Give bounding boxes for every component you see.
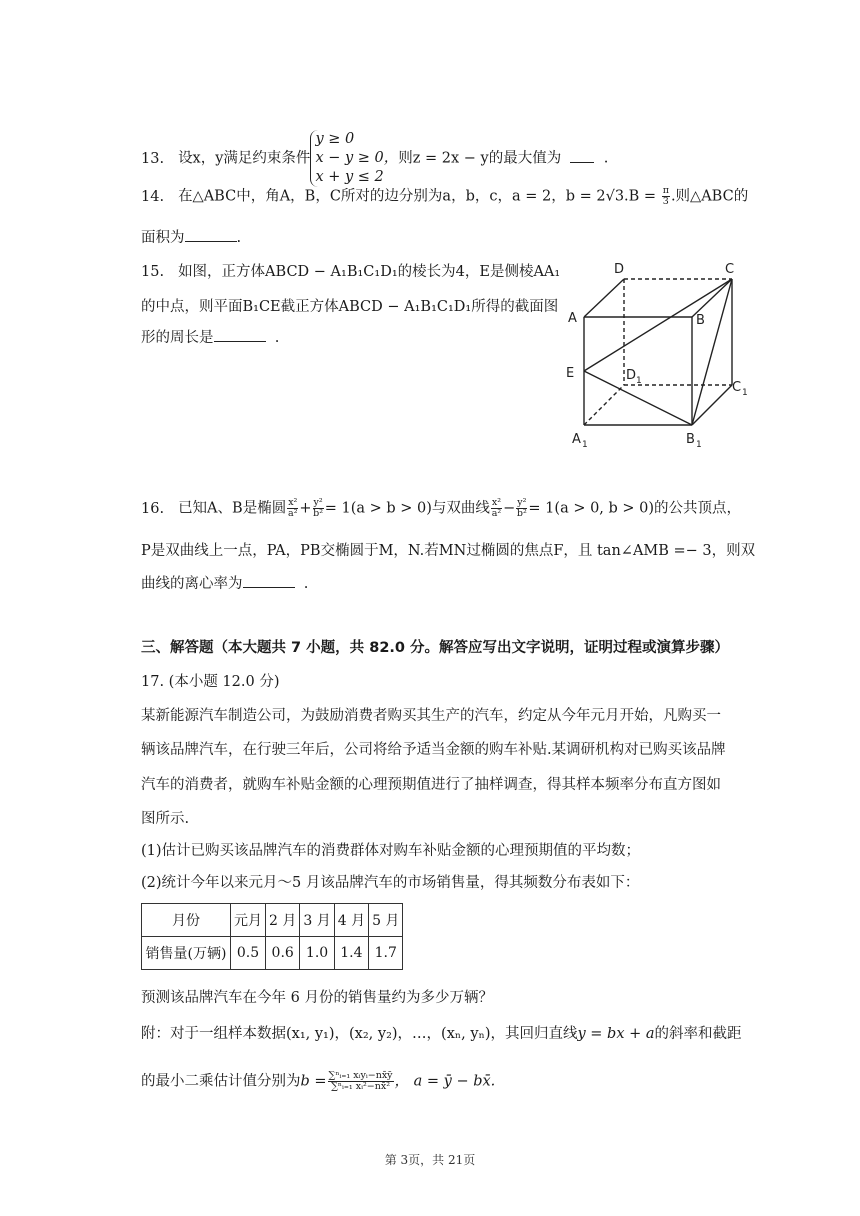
q17-appendix1: 附：对于一组样本数据(x₁, y₁)，(x₂, y₂)，…，(xₙ, yₙ)，其回归直线y = bx + a的斜率和截距 xyxy=(141,1026,742,1042)
q17-header: 17. (本小题 12.0 分) xyxy=(141,674,280,690)
q17-para2: 辆该品牌汽车，在行驶三年后，公司将给予适当金额的购车补贴.某调研机构对已购买该品牌 xyxy=(141,742,726,758)
q16-line2: P是双曲线上一点，PA，PB交椭圆于M，N.若MN过椭圆的焦点F，且 tan∠AMB =− 3，则双 xyxy=(141,543,756,559)
pi-over-3: $\frac{\pi}{3}$ xyxy=(662,185,669,207)
q16-line3: 曲线的离心率为 . xyxy=(141,573,308,594)
q15-line3: 形的周长是 . xyxy=(141,327,279,348)
label-C1: C xyxy=(732,380,742,395)
section-title: 三、解答题（本大题共 7 小题，共 82.0 分。解答应写出文字说明，证明过程或演算步骤） xyxy=(141,640,730,656)
page-footer: 第 3页，共 21页 xyxy=(384,1153,476,1167)
table-cell: 元月 xyxy=(231,904,266,937)
q17-para3: 汽车的消费者，就购车补贴金额的心理预期值进行了抽样调查，得其样本频率分布直方图如 xyxy=(141,777,721,793)
q14-line2: 面积为 . xyxy=(141,227,241,248)
label-A1: A xyxy=(572,432,581,447)
q15-line2: 的中点，则平面B₁CE截正方体ABCD − A₁B₁C₁D₁所得的截面图 xyxy=(141,299,559,315)
q17-predict: 预测该品牌汽车在今年 6 月份的销售量约为多少万辆？ xyxy=(141,990,493,1006)
frac-x2-a2: $\frac{\text{x²}}{\text{a²}}$ xyxy=(288,497,298,519)
q14-number: 14. xyxy=(141,188,165,205)
answer-blank xyxy=(214,327,266,342)
label-B1: B xyxy=(686,432,695,447)
answer-blank xyxy=(243,573,295,588)
table-row xyxy=(142,937,403,970)
table-cell: 0.5 xyxy=(231,937,266,970)
frac-y2-b2-hyp: $\frac{\text{y²}}{\text{b²}}$ xyxy=(516,497,527,519)
label-D: D xyxy=(614,262,625,277)
table-header-month: 月份 xyxy=(142,904,231,937)
answer-blank xyxy=(570,148,594,163)
q16: 16. 已知A、B是椭圆 $\frac{\text{x²}}{\text{a²}}$ + $\frac{\text{y²}}{\text{b²}}$ = 1(a > b > 0)与双曲线 $\frac{\text{x²}}{\text{a²}}$ − $\frac{\text{y²}}{\text{b²}}$ = 1(a > 0, b > 0)的公共顶点， xyxy=(141,497,742,519)
q16-number: 16. xyxy=(141,500,165,517)
table-cell: 3 月 xyxy=(300,904,334,937)
cube-figure xyxy=(560,255,760,455)
b-formula: $\frac{\text{∑ⁿᵢ₌₁ xᵢyᵢ−nx̄ȳ}}{\text{∑ⁿᵢ₌₁ xᵢ²−nx̄²}}$ xyxy=(328,1070,393,1092)
table-cell: 0.6 xyxy=(266,937,300,970)
table-cell: 2 月 xyxy=(266,904,300,937)
table-cell: 1.4 xyxy=(334,937,368,970)
table-header-sales: 销售量(万辆) xyxy=(142,937,231,970)
svg-text:1: 1 xyxy=(636,376,642,386)
q17-appendix2: 的最小二乘估计值分别为b = $\frac{\text{∑ⁿᵢ₌₁ xᵢyᵢ−nx̄ȳ}}{\text{∑ⁿᵢ₌₁ xᵢ²−nx̄²}}$ ， a = ȳ − bx̄. xyxy=(141,1070,496,1092)
svg-text:1: 1 xyxy=(742,388,748,398)
q17-sub1: (1)估计已购买该品牌汽车的消费群体对购车补贴金额的心理预期值的平均数； xyxy=(141,843,641,859)
label-D1: D xyxy=(626,368,637,383)
regression-line: y = bx + a xyxy=(577,1026,655,1042)
q15: 15. 如图，正方体ABCD − A₁B₁C₁D₁的棱长为4，E是侧棱AA₁ xyxy=(141,264,561,280)
svg-text:1: 1 xyxy=(582,440,588,450)
q15-number: 15. xyxy=(141,264,165,280)
table-cell: 1.0 xyxy=(300,937,334,970)
q13: 13. 设x，y满足约束条件y ≥ 0 x − y ≥ 0， x + y ≤ 2则z = 2x − y的最大值为 . xyxy=(141,131,609,185)
q13-number: 13. xyxy=(141,150,165,167)
label-C: C xyxy=(725,262,735,277)
table-cell: 1.7 xyxy=(369,937,403,970)
answer-blank xyxy=(185,227,237,242)
table-cell: 5 月 xyxy=(369,904,403,937)
q17-sub2: (2)统计今年以来元月～5 月该品牌汽车的市场销售量，得其频数分布表如下： xyxy=(141,875,640,891)
frac-x2-a2-hyp: $\frac{\text{x²}}{\text{a²}}$ xyxy=(491,497,502,519)
q14: 14. 在△ABC中，角A，B，C所对的边分别为a，b，c，a = 2，b = 2√3.B = $\frac{\pi}{3}$ .则△ABC的 xyxy=(141,185,749,207)
q17-para4: 图所示. xyxy=(141,811,190,827)
label-E: E xyxy=(566,366,575,381)
svg-text:1: 1 xyxy=(696,440,702,450)
frac-y2-b2: $\frac{\text{y²}}{\text{b²}}$ xyxy=(313,497,324,519)
label-B: B xyxy=(696,313,705,328)
constraint-system: y ≥ 0 x − y ≥ 0， x + y ≤ 2 xyxy=(310,130,398,187)
table-cell: 4 月 xyxy=(334,904,368,937)
table-row xyxy=(142,904,403,937)
label-A: A xyxy=(568,311,577,326)
q17-para1: 某新能源汽车制造公司，为鼓励消费者购买其生产的汽车，约定从今年元月开始，凡购买一 xyxy=(141,708,721,724)
sales-table xyxy=(141,903,403,970)
